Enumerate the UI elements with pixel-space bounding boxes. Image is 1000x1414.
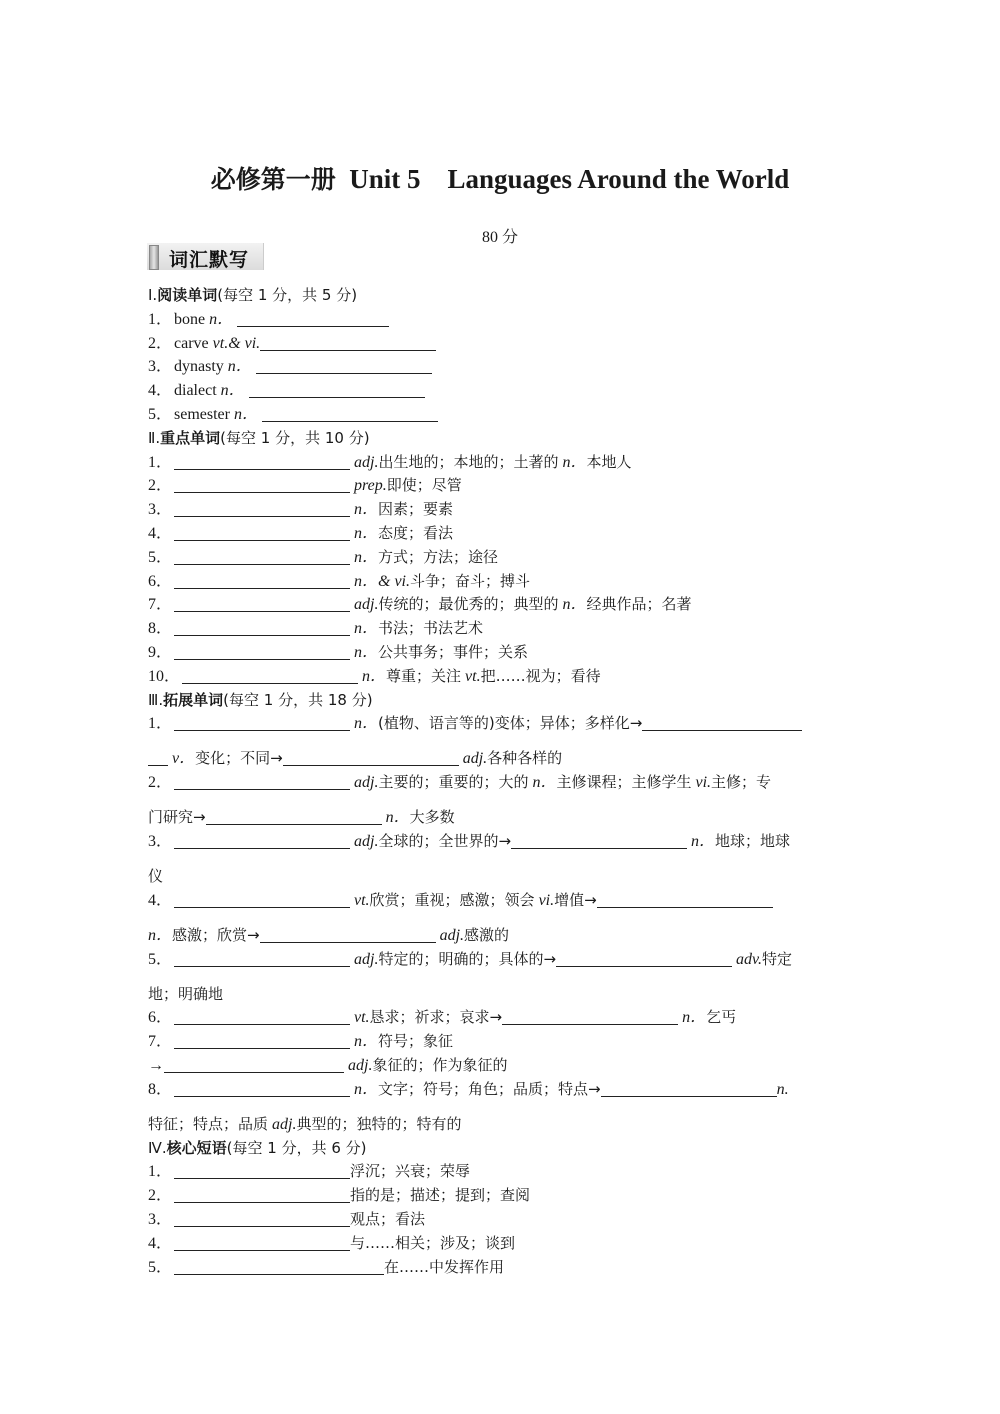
list-item-continued [148, 924, 854, 948]
definition: 大多数 [409, 808, 455, 827]
part-of-speech: n． [691, 832, 716, 850]
answer-blank[interactable] [174, 832, 350, 849]
item-number: 2． [148, 1187, 173, 1205]
answer-blank[interactable] [164, 1056, 344, 1073]
definition: 恳求；祈求；哀求→ [369, 1008, 503, 1027]
definition: 门研究→ [148, 808, 206, 827]
section-2-heading [148, 427, 854, 451]
list-item [148, 948, 854, 983]
answer-blank[interactable] [174, 1032, 350, 1049]
list-item [148, 617, 854, 641]
section-note: (每空 1 分，共 10 分) [220, 428, 370, 447]
answer-blank[interactable] [256, 357, 432, 374]
part-of-speech: v． [172, 750, 196, 768]
definition: 公共事务；事件；关系 [378, 642, 529, 661]
item-number: 7． [148, 596, 173, 614]
item-number: 4． [148, 1234, 173, 1252]
part-of-speech: adv. [736, 950, 762, 968]
part-of-speech: adj. [354, 832, 379, 850]
title-cn: 必修第一册 [210, 165, 336, 194]
answer-blank[interactable] [174, 595, 350, 612]
definition: 典型的；独特的；特有的 [296, 1114, 462, 1133]
definition: 主要的；重要的；大的 [378, 773, 529, 792]
answer-blank[interactable] [260, 926, 436, 943]
definition: 地球；地球 [715, 831, 791, 850]
part-of-speech: adj. [439, 926, 465, 944]
definition: 全球的；全世界的→ [378, 831, 512, 850]
answer-blank[interactable] [174, 891, 350, 908]
answer-blank[interactable] [174, 548, 350, 565]
part-of-speech: vi. [538, 891, 555, 909]
item-number: 1． [148, 715, 173, 733]
part-of-speech: vt. [354, 1009, 370, 1027]
part-of-speech: n． [385, 809, 410, 827]
part-of-speech: prep. [354, 477, 387, 495]
page-title [0, 160, 1000, 196]
item-number: 4． [148, 891, 173, 909]
definition: 感激的 [464, 925, 510, 944]
item-number: 5． [148, 405, 173, 423]
answer-blank[interactable] [237, 310, 389, 327]
section-4-heading [148, 1137, 854, 1161]
list-item [148, 546, 854, 570]
section-note: (每空 1 分，共 5 分) [217, 286, 358, 304]
part-of-speech: n. [776, 1080, 789, 1098]
section-number: Ⅱ. [148, 428, 161, 447]
answer-blank[interactable] [174, 1186, 350, 1203]
word: semester [174, 405, 230, 423]
definition: 增值→ [554, 890, 597, 909]
definition: 尊重；关注 [386, 666, 462, 685]
part-of-speech: n． [354, 548, 379, 566]
part-of-speech: adj. [354, 596, 379, 614]
part-of-speech: n． [532, 774, 557, 792]
answer-blank[interactable] [249, 381, 425, 398]
word: carve [174, 334, 209, 352]
definition: 出生地的；本地的；土著的 [378, 452, 559, 471]
answer-blank[interactable] [174, 1234, 350, 1251]
part-of-speech: adj. [354, 950, 379, 968]
list-item [148, 379, 854, 403]
item-number: 4． [148, 524, 173, 542]
definition: 感激；欣赏→ [172, 925, 260, 944]
answer-blank[interactable] [182, 667, 358, 684]
part-of-speech: n． [354, 524, 379, 542]
item-number: 2． [148, 334, 173, 352]
part-of-speech: n． [354, 715, 379, 733]
part-of-speech: n． [362, 667, 387, 685]
answer-blank[interactable] [174, 453, 350, 470]
badge-bar-decoration [149, 245, 159, 270]
list-item [148, 1184, 854, 1208]
section-3-heading [148, 689, 854, 713]
definition: 浮沉；兴衰；荣辱 [350, 1162, 471, 1181]
part-of-speech: n． [233, 405, 258, 423]
total-score: 80 分 [481, 229, 518, 246]
answer-blank[interactable] [174, 619, 350, 636]
part-of-speech: n． [354, 501, 379, 519]
list-item-continued [148, 865, 854, 889]
definition: 特征；特点；品质 [148, 1114, 269, 1133]
definition: 在……中发挥作用 [384, 1257, 505, 1276]
answer-blank[interactable] [174, 1008, 350, 1025]
list-item [148, 665, 854, 689]
item-number: 2． [148, 774, 173, 792]
section-title: 阅读单词 [157, 286, 218, 304]
definition: 指的是；描述；提到；查阅 [350, 1186, 531, 1205]
answer-blank[interactable] [511, 832, 687, 849]
definition: 态度；看法 [378, 523, 454, 542]
list-item [148, 570, 854, 594]
list-item [148, 522, 854, 546]
part-of-speech: adj. [272, 1115, 297, 1133]
word: bone [174, 310, 206, 328]
list-item [148, 1078, 854, 1113]
answer-blank[interactable] [502, 1008, 678, 1025]
part-of-speech: n． [209, 310, 234, 328]
definition: 主修课程；主修学生 [556, 773, 692, 792]
definition: 经典作品；名著 [586, 595, 692, 614]
section-number: Ⅳ. [148, 1138, 167, 1157]
item-number: 3． [148, 832, 173, 850]
section-title: 重点单词 [160, 428, 221, 447]
list-item [148, 355, 854, 379]
answer-blank[interactable] [174, 1210, 350, 1227]
section-1-heading [148, 284, 854, 308]
arrow: → [148, 1056, 164, 1074]
definition: 地；明确地 [148, 984, 224, 1003]
definition: 符号；象征 [378, 1032, 454, 1051]
answer-blank[interactable] [174, 1162, 350, 1179]
definition: 本地人 [586, 452, 632, 471]
answer-blank[interactable] [642, 714, 802, 731]
part-of-speech: n． [227, 358, 252, 376]
part-of-speech: n． [682, 1009, 707, 1027]
list-item [148, 593, 854, 617]
item-number: 5． [148, 950, 173, 968]
list-item [148, 889, 854, 924]
definition: 斗争；奋斗；搏斗 [410, 571, 531, 590]
list-item [148, 308, 854, 332]
list-item [148, 830, 854, 865]
part-of-speech: n．& vi. [354, 572, 410, 590]
answer-blank[interactable] [174, 773, 350, 790]
list-item [148, 1006, 854, 1030]
answer-blank[interactable] [174, 1258, 384, 1275]
item-number: 3． [148, 1210, 173, 1228]
title-en: Unit 5 Languages Around the World [349, 164, 790, 194]
list-item [148, 474, 854, 498]
list-item [148, 498, 854, 522]
item-number: 3． [148, 358, 173, 376]
answer-blank[interactable] [597, 891, 773, 908]
definition: 仪 [148, 866, 164, 885]
answer-blank[interactable] [174, 572, 350, 589]
worksheet-body [148, 284, 854, 1279]
item-number: 4． [148, 382, 173, 400]
answer-blank[interactable] [601, 1080, 777, 1097]
definition: 观点；看法 [350, 1209, 426, 1228]
section-note: (每空 1 分，共 18 分) [223, 690, 373, 709]
definition: 主修；专 [711, 773, 772, 792]
part-of-speech: vt.& vi. [212, 334, 261, 352]
definition: 文字；符号；角色；品质；特点→ [378, 1079, 601, 1098]
list-item-continued [148, 1054, 854, 1078]
definition: 象征的；作为象征的 [372, 1055, 508, 1074]
definition: 特定的；明确的；具体的→ [378, 949, 557, 968]
item-number: 9． [148, 643, 173, 661]
definition: 变化；不同→ [195, 749, 283, 768]
answer-blank[interactable] [174, 524, 350, 541]
item-number: 1． [148, 453, 173, 471]
list-item [148, 1208, 854, 1232]
definition: 传统的；最优秀的；典型的 [378, 595, 559, 614]
definition: 书法；书法艺术 [378, 619, 484, 638]
definition: 即使；尽管 [386, 476, 462, 495]
part-of-speech: vi. [695, 774, 712, 792]
section-number: Ⅰ. [148, 286, 158, 304]
definition: 因素；要素 [378, 500, 454, 519]
item-number: 6． [148, 572, 173, 590]
answer-blank[interactable] [283, 749, 459, 766]
part-of-speech: adj. [462, 750, 488, 768]
list-item-continued [148, 983, 854, 1007]
part-of-speech: adj. [348, 1056, 373, 1074]
answer-blank[interactable] [174, 643, 350, 660]
part-of-speech: vt. [354, 891, 370, 909]
section-badge [147, 243, 264, 270]
definition: 特定 [761, 949, 792, 968]
list-item [148, 712, 854, 747]
section-number: Ⅲ. [148, 690, 164, 709]
answer-blank[interactable] [556, 950, 732, 967]
item-number: 10． [148, 667, 181, 685]
part-of-speech: n． [354, 643, 379, 661]
section-title: 核心短语 [166, 1138, 227, 1157]
list-item [148, 403, 854, 427]
answer-blank[interactable] [206, 808, 382, 825]
list-item [148, 1030, 854, 1054]
item-number: 5． [148, 548, 173, 566]
part-of-speech: n． [148, 926, 173, 944]
part-of-speech: n． [562, 596, 587, 614]
list-item [148, 1160, 854, 1184]
part-of-speech: n． [562, 453, 587, 471]
part-of-speech: vt. [465, 667, 481, 685]
answer-blank[interactable] [262, 405, 438, 422]
answer-blank-continued[interactable] [148, 749, 168, 766]
definition: 把……视为；看待 [480, 666, 601, 685]
list-item-continued [148, 806, 854, 830]
answer-blank[interactable] [174, 950, 350, 967]
definition: 方式；方法；途径 [378, 547, 499, 566]
part-of-speech: n． [354, 1033, 379, 1051]
definition: 各种各样的 [487, 749, 563, 768]
section-title: 拓展单词 [163, 690, 224, 709]
answer-blank[interactable] [174, 500, 350, 517]
list-item [148, 1256, 854, 1280]
list-item [148, 332, 854, 356]
list-item [148, 1232, 854, 1256]
part-of-speech: n． [354, 1080, 379, 1098]
item-number: 8． [148, 620, 173, 638]
answer-blank[interactable] [174, 714, 350, 731]
part-of-speech: n． [354, 620, 379, 638]
definition: (植物、语言等的)变体；异体；多样化→ [378, 714, 643, 733]
word: dialect [174, 382, 217, 400]
part-of-speech: adj. [354, 453, 379, 471]
answer-blank[interactable] [260, 334, 436, 351]
part-of-speech: adj. [354, 774, 379, 792]
list-item-continued [148, 747, 854, 771]
item-number: 1． [148, 1163, 173, 1181]
badge-label: 词汇默写 [169, 249, 250, 271]
definition: 乞丐 [706, 1008, 737, 1027]
definition: 欣赏；重视；感激；领会 [369, 890, 535, 909]
list-item [148, 771, 854, 806]
list-item [148, 641, 854, 665]
word: dynasty [174, 358, 224, 376]
list-item [148, 451, 854, 475]
item-number: 5． [148, 1258, 173, 1276]
item-number: 3． [148, 501, 173, 519]
list-item-continued [148, 1113, 854, 1137]
definition: 与……相关；涉及；谈到 [350, 1233, 516, 1252]
part-of-speech: n． [220, 382, 245, 400]
item-number: 7． [148, 1033, 173, 1051]
item-number: 8． [148, 1080, 173, 1098]
answer-blank[interactable] [174, 1080, 350, 1097]
item-number: 2． [148, 477, 173, 495]
item-number: 1． [148, 310, 173, 328]
section-note: (每空 1 分，共 6 分) [226, 1138, 367, 1157]
answer-blank[interactable] [174, 476, 350, 493]
item-number: 6． [148, 1009, 173, 1027]
